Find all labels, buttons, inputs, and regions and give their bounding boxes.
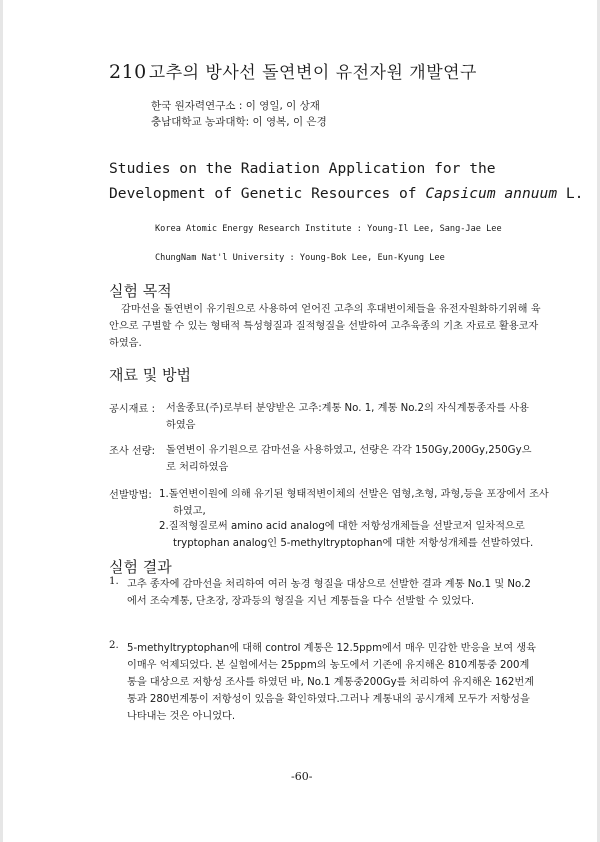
korean-title xyxy=(109,58,477,83)
result-2-text: 5-methyltryptophan에 대해 control 계통은 12.5ppm에서 매우 민감한 반응을 보여 생육이매우 억제되었다. 본 실험에서는 25ppm의 농도에서 기존에 유지해온 810계통중 200계통을 대상으로 저항성 조사를 하였던 바, No.1 계통중200Gy를 처리하여 유지해온 162번계통과 280번계통이 저항성이 있음을 확인하였다.그러나 계통내의 공시개체 모두가 저항성을 나타내는 것은 아니었다. xyxy=(127,643,537,722)
korean-affiliation-1: 한국 원자력연구소 : 이 영일, 이 상재 xyxy=(151,100,320,112)
selection-method-2: 2.질적형질로써 amino acid analog에 대한 저항성개체들을 선발코저 일차적으로 tryptophan analog인 5-methyltryptophan에 대한 저항성개체를 선발하였다. xyxy=(159,521,534,549)
english-title-prefix: Development of Genetic Resources of xyxy=(109,185,426,202)
korean-affiliation-2: 충남대학교 농과대학: 이 영복, 이 은경 xyxy=(151,116,327,128)
results-heading: 실험 결과 xyxy=(109,558,172,576)
methods-heading: 재료 및 방법 xyxy=(109,366,191,384)
english-affiliation-1: Korea Atomic Energy Research Institute : Young-Il Lee, Sang-Jae Lee xyxy=(155,224,502,234)
english-title-line-1: Studies on the Radiation Application for the xyxy=(109,160,496,177)
result-1-text: 고추 종자에 감마선을 처리하여 여러 농경 형질을 대상으로 선발한 결과 계통 No.1 및 No.2 에서 조숙계통, 단초장, 장과등의 형질을 지닌 계통들을 다수 선발할 수 있었다. xyxy=(127,579,531,607)
english-affiliation-2: ChungNam Nat'l University : Young-Bok Lee, Eun-Kyung Lee xyxy=(155,253,445,263)
species-name: Capsicum annuum xyxy=(425,185,558,202)
english-title-suffix: L. xyxy=(557,185,584,202)
objective-body: 감마선을 돌연변이 유기원으로 사용하여 얻어진 고추의 후대변이체들을 유전자원화하기위해 육안으로 구별할 수 있는 형태적 특성형질과 질적형질을 선발하여 고추육종의 기초 자료로 활용코자 하였음. xyxy=(109,304,541,349)
materials-text: 서울종묘(주)로부터 분양받은 고추:계통 No. 1, 계통 No.2의 자식계통종자를 사용하였음 xyxy=(166,403,529,431)
english-title-line-2 xyxy=(109,185,583,202)
survey-dose-label: 조사 선량: xyxy=(109,446,156,457)
selection-label: 선발방법: xyxy=(109,490,152,501)
abstract-number: 210 xyxy=(109,61,147,83)
survey-dose-text: 돌연변이 유기원으로 감마선을 사용하였고, 선량은 각각 150Gy,200Gy,250Gy으로 처리하였음 xyxy=(166,445,532,473)
objective-heading: 실험 목적 xyxy=(109,282,172,300)
page-number: -60- xyxy=(291,770,313,783)
selection-method-1: 1.돌연변이원에 의해 유기된 형태적변이체의 선발은 엽형,초형, 과형,등을 포장에서 조사하였고, xyxy=(159,489,549,517)
korean-title-text: 고추의 방사선 돌연변이 유전자원 개발연구 xyxy=(148,63,477,83)
result-1-number: 1. xyxy=(109,576,119,587)
materials-label: 공시재료 : xyxy=(109,404,156,415)
result-2-number: 2. xyxy=(109,640,119,651)
